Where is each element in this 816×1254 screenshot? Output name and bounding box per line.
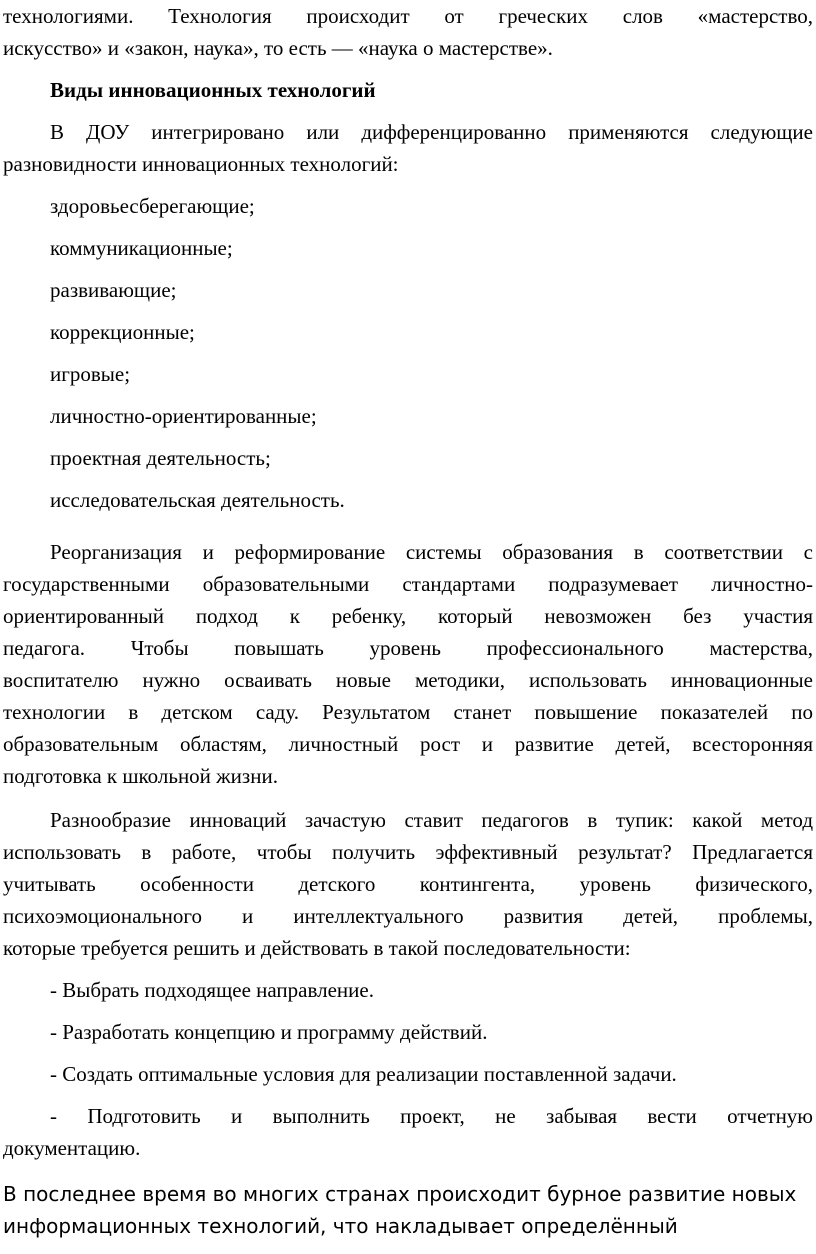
text-line: информационных технологий, что накладывает определённый: [3, 1214, 678, 1238]
text-line: В последнее время во многих странах происходит бурное развитие новых: [3, 1182, 797, 1206]
text-line: педагога. Чтобы повышать уровень профессионального мастерства,: [3, 636, 813, 660]
step-item: - Создать оптимальные условия для реализации поставленной задачи.: [50, 1062, 677, 1086]
text-line: разновидности инновационных технологий:: [3, 152, 399, 176]
text-line: В ДОУ интегрировано или дифференцированно применяются следующие: [50, 120, 813, 144]
paragraph-etymology: [3, 0, 813, 64]
text-line: технологии в детском саду. Результатом станет повышение показателей по: [3, 700, 813, 724]
paragraph-reorganization: [3, 536, 813, 792]
text-line: ориентированный подход к ребенку, который невозможен без участия: [3, 604, 813, 628]
paragraph-final: [3, 1178, 813, 1242]
step-item: - Разработать концепцию и программу действий.: [50, 1020, 488, 1044]
technology-list: [3, 190, 813, 516]
list-item: проектная деятельность;: [50, 446, 271, 470]
steps-list: [3, 974, 813, 1164]
list-item: исследовательская деятельность.: [50, 488, 345, 512]
list-item: личностно-ориентированные;: [50, 404, 317, 428]
step-item: - Выбрать подходящее направление.: [50, 978, 374, 1002]
text-line: подготовка к школьной жизни.: [3, 764, 278, 788]
text-line: психоэмоционального и интеллектуального развития детей, проблемы,: [3, 904, 813, 928]
text-line: государственными образовательными стандартами подразумевает личностно-: [3, 572, 813, 596]
text-line: использовать в работе, чтобы получить эффективный результат? Предлагается: [3, 840, 813, 864]
step-item: [3, 1100, 813, 1164]
paragraph-intro: [3, 116, 813, 180]
text-line: образовательным областям, личностный рост и развитие детей, всесторонняя: [3, 732, 813, 756]
text-line: - Подготовить и выполнить проект, не забывая вести отчетную: [50, 1104, 813, 1128]
text-line: Разнообразие инноваций зачастую ставит педагогов в тупик: какой метод: [50, 808, 813, 832]
text-line: которые требуется решить и действовать в такой последовательности:: [3, 936, 631, 960]
text-line: документацию.: [3, 1136, 141, 1160]
list-item: игровые;: [50, 362, 131, 386]
text-line: учитывать особенности детского контингента, уровень физического,: [3, 872, 813, 896]
text-line: Реорганизация и реформирование системы образования в соответствии с: [50, 540, 813, 564]
list-item: коммуникационные;: [50, 236, 233, 260]
text-line: искусство» и «закон, наука», то есть — «наука о мастерстве».: [3, 36, 553, 60]
list-item: коррекционные;: [50, 320, 195, 344]
list-item: развивающие;: [50, 278, 177, 302]
paragraph-variety: [3, 804, 813, 964]
text-line: технологиями. Технология происходит от греческих слов «мастерство,: [3, 4, 813, 28]
list-item: здоровьесберегающие;: [50, 194, 255, 218]
text-line: воспитателю нужно осваивать новые методики, использовать инновационные: [3, 668, 813, 692]
section-heading: Виды инновационных технологий: [50, 78, 376, 102]
